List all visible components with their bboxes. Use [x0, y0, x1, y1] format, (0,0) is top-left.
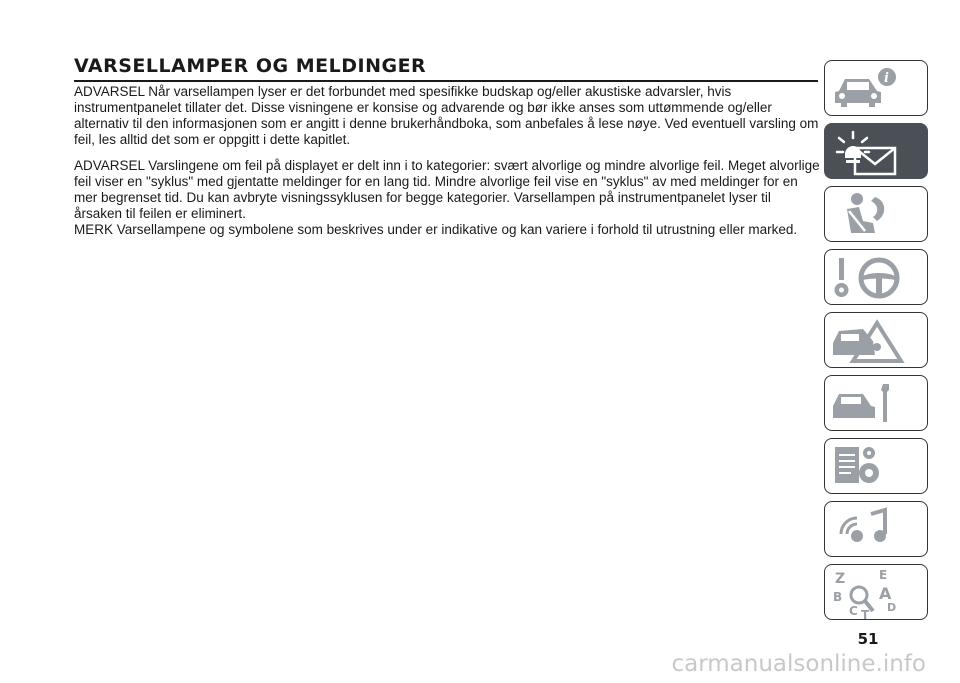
index-letter: E	[879, 568, 888, 582]
tab-safety[interactable]	[824, 186, 928, 242]
tab-starting-driving[interactable]	[824, 249, 928, 305]
tab-emergency[interactable]	[824, 312, 928, 368]
tab-multimedia[interactable]	[824, 501, 928, 557]
page-number: 51	[857, 630, 879, 648]
multimedia-music-icon	[825, 502, 928, 557]
key-steering-wheel-icon	[825, 250, 928, 305]
tab-technical-data[interactable]	[824, 438, 928, 494]
index-letter: A	[879, 584, 892, 603]
tab-warning-lights[interactable]	[824, 123, 928, 179]
warning-light-message-icon	[825, 124, 928, 179]
tab-index[interactable]	[824, 564, 928, 620]
title-divider	[74, 80, 818, 82]
note-paragraph: MERK Varsellampene og symbolene som beskrives under er indikative og kan variere i forhold til utrustning eller marked.	[74, 222, 798, 237]
car-info-icon	[825, 61, 928, 116]
seat-airbag-icon	[825, 187, 928, 242]
index-letter: T	[861, 608, 870, 621]
index-letter: Z	[835, 571, 846, 587]
page-title: VARSELLAMPER OG MELDINGER	[74, 55, 427, 77]
warning-paragraph-1: ADVARSEL Når varsellampen lyser er det forbundet med spesifikke budskap og/eller akustiske advarsler, hvis instrumentpanelet tillater det. Disse visningene er konsise og advarende og bør ikke anses som uttømmende og/eller alternativ til den informasjonen som er angitt i denne brukerhåndboka, som anbefales å lese nøye. Ved eventuell varsling om feil, les alltid det som er oppgitt i dette kapitlet.	[74, 84, 819, 147]
car-wrench-icon	[825, 376, 928, 431]
svg-text:i: i	[884, 71, 889, 86]
alphabetical-index-icon	[825, 565, 928, 620]
data-gear-icon	[825, 439, 928, 494]
body-text	[74, 84, 820, 238]
index-letter: B	[833, 590, 843, 604]
tab-car-info[interactable]	[824, 60, 928, 116]
tab-servicing[interactable]	[824, 375, 928, 431]
index-letter: C	[849, 604, 858, 618]
index-letter: D	[887, 601, 897, 614]
car-breakdown-warning-icon	[825, 313, 928, 368]
warning-paragraph-2: ADVARSEL Varslingene om feil på displayet er delt inn i to kategorier: svært alvorlige og mindre alvorlige feil. Meget alvorlige feil viser en "syklus" med gjentatte meldinger for en lang tid. Mindre alvorlige feil vise en "syklus" av med meldinger for en mer begrenset tid. Du kan avbryte visningssyklusen for begge kategorier. Varsellampen på instrumentpanelet lyser til årsaken til feilen er eliminert.	[74, 158, 820, 221]
watermark: carmanualsonline.info	[671, 651, 926, 677]
